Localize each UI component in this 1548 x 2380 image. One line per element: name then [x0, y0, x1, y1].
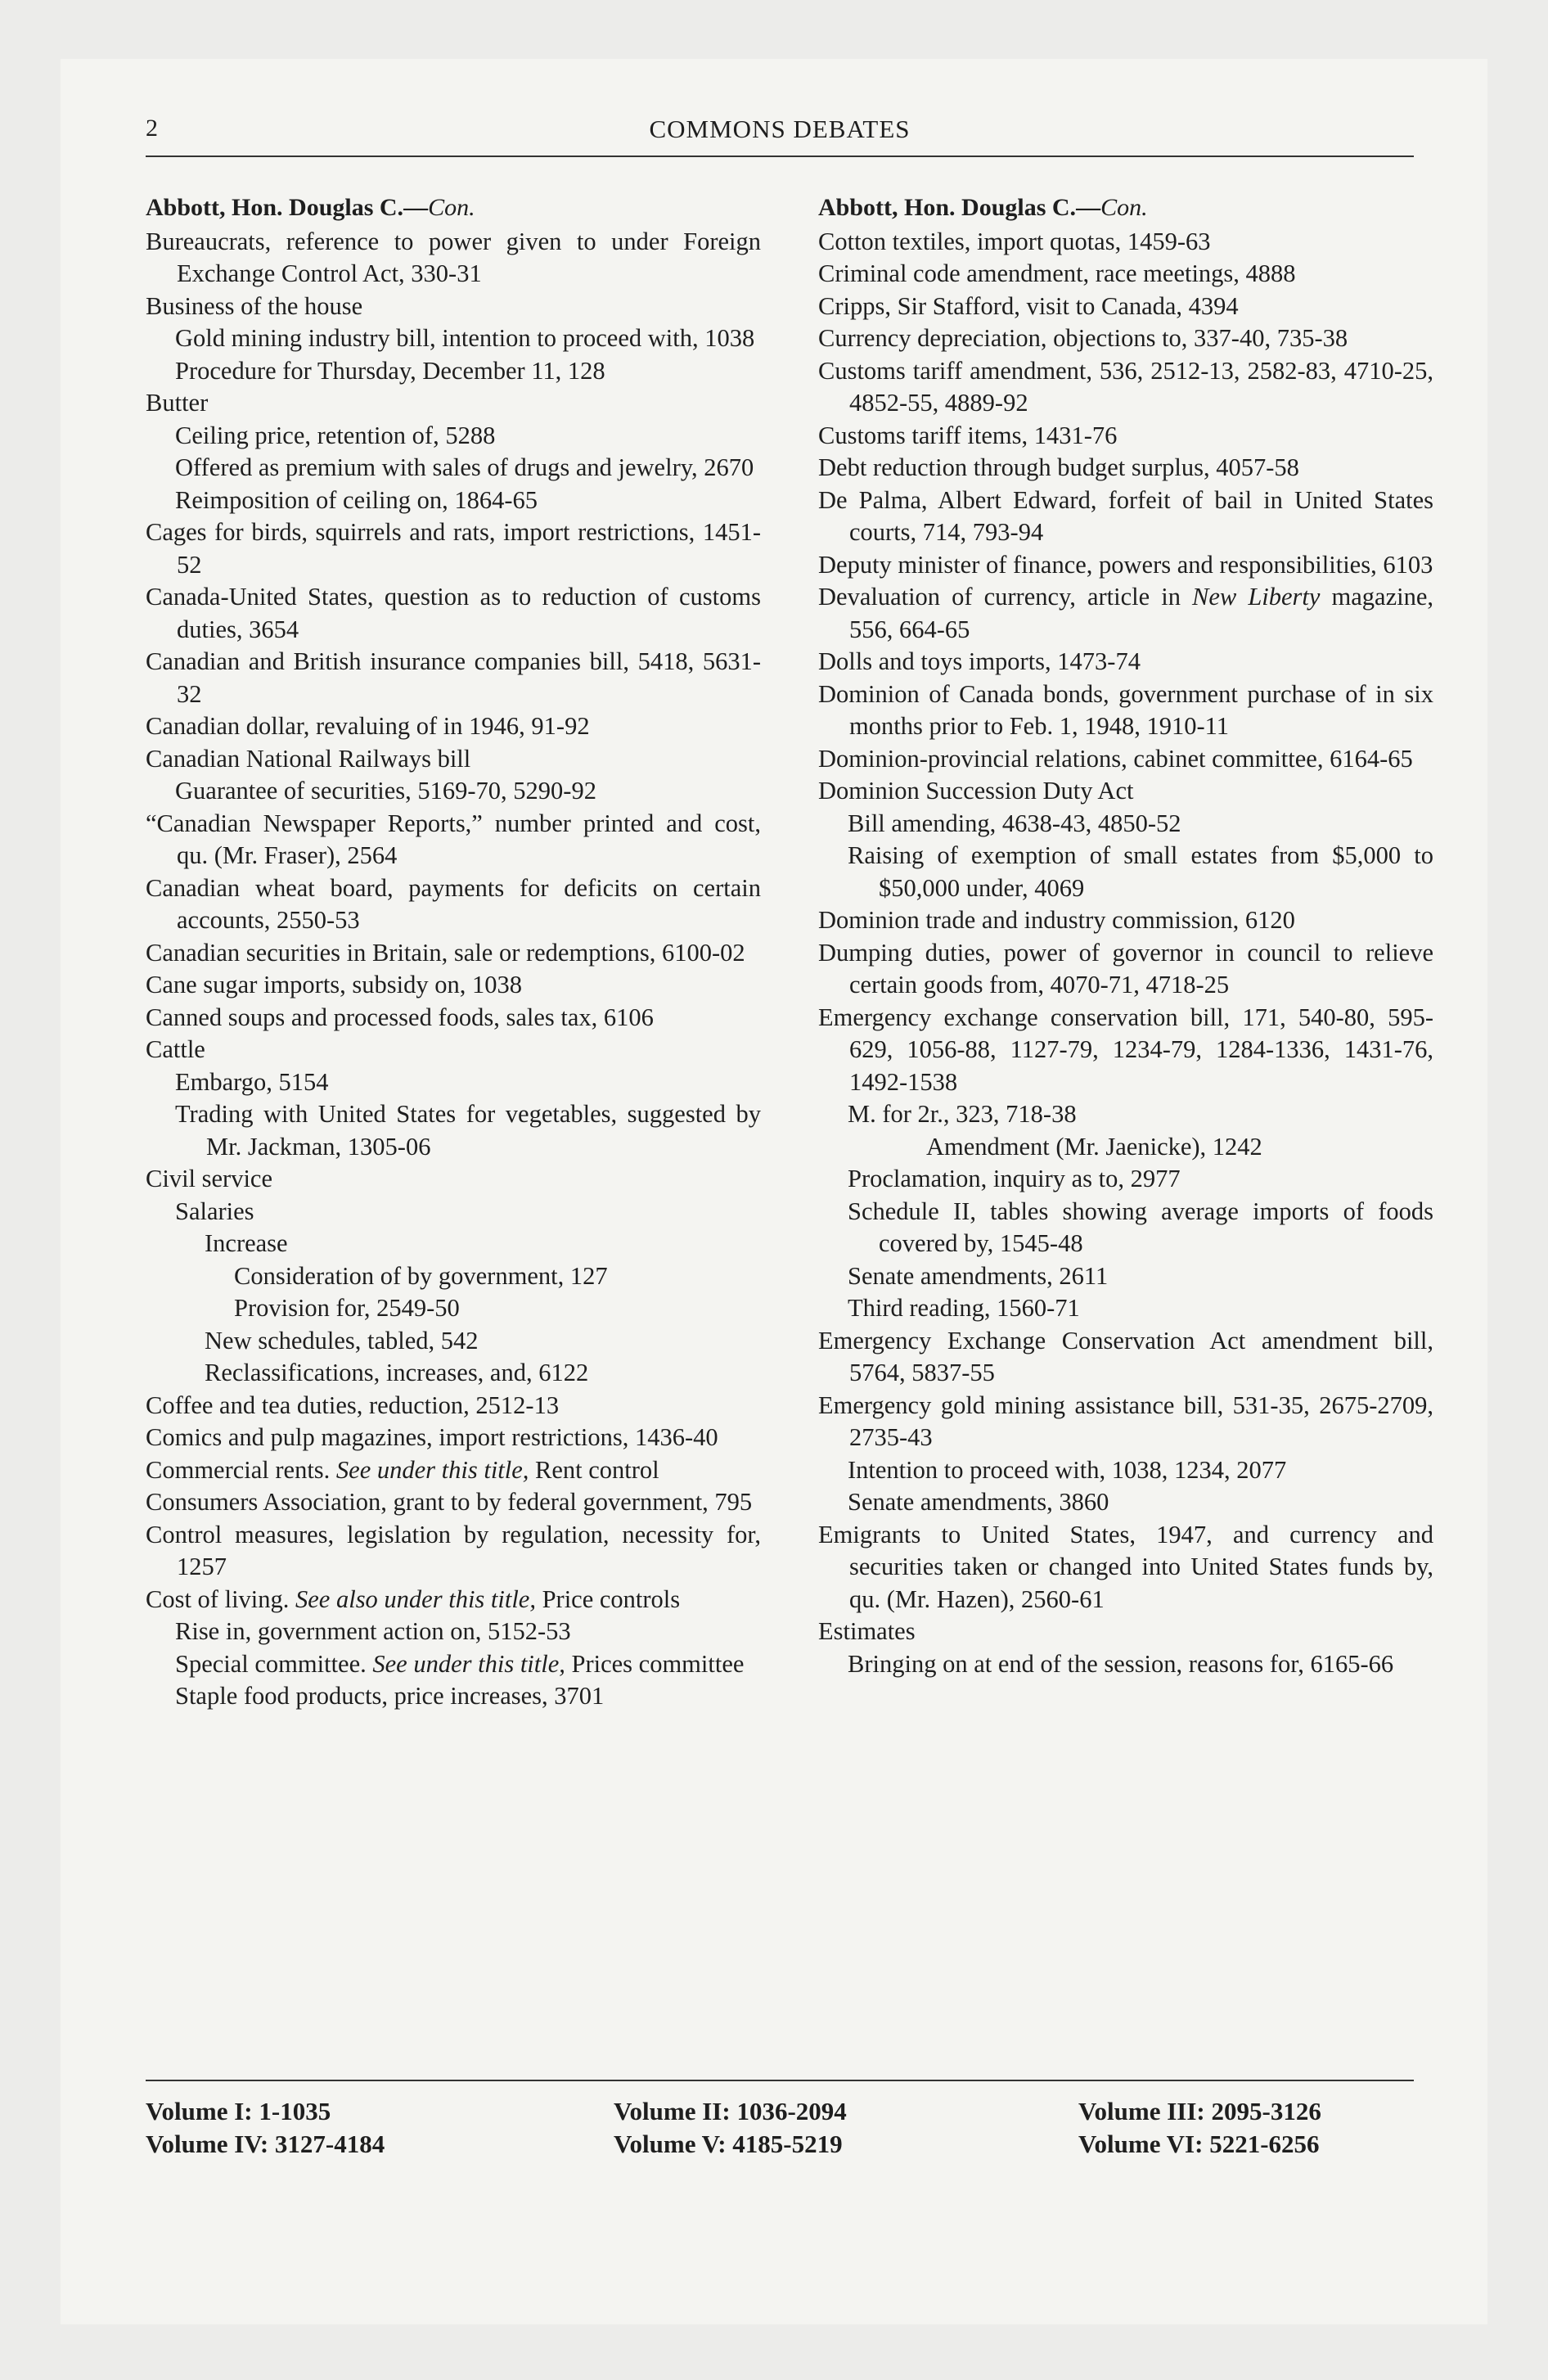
- entry-text: Schedule II, tables showing average imports of foods covered by, 1545-48: [848, 1197, 1433, 1257]
- volume-label: Volume II:: [614, 2097, 731, 2125]
- index-entry: [818, 1390, 1433, 1454]
- see-reference: See under this title,: [335, 1455, 529, 1484]
- index-entry: [146, 291, 761, 323]
- heading-name: Abbott, Hon. Douglas C.: [818, 194, 1077, 221]
- entry-text: Dominion trade and industry commission, 6120: [818, 906, 1295, 934]
- entry-text: Reimposition of ceiling on, 1864-65: [175, 485, 538, 514]
- entry-text: Dominion Succession Duty Act: [818, 777, 1134, 805]
- index-entry: [818, 355, 1433, 420]
- index-entry: [146, 1584, 761, 1616]
- see-reference: See also under this title,: [295, 1584, 536, 1613]
- entry-text: Cane sugar imports, subsidy on, 1038: [146, 971, 523, 998]
- entry-text: Canadian dollar, revaluing of in 1946, 91-92: [146, 712, 590, 740]
- entry-text: Bringing on at end of the session, reasons for, 6165-66: [848, 1649, 1394, 1678]
- entry-text: Offered as premium with sales of drugs and jewelry, 2670: [175, 453, 754, 481]
- entry-text: Procedure for Thursday, December 11, 128: [175, 356, 605, 385]
- volume-range-4: [146, 2128, 385, 2161]
- index-entry: [818, 1454, 1433, 1487]
- entry-text: Business of the house: [146, 291, 363, 320]
- index-entry: [146, 516, 761, 581]
- index-entry: [146, 937, 761, 970]
- index-entry: [818, 1163, 1433, 1196]
- heading-name: Abbott, Hon. Douglas C.: [146, 194, 404, 221]
- index-entry: [146, 1486, 761, 1519]
- entry-text: Customs tariff amendment, 536, 2512-13, 2582-83, 4710-25, 4852-55, 4889-92: [818, 356, 1433, 417]
- entry-text: Canadian securities in Britain, sale or redemptions, 6100-02: [146, 938, 745, 967]
- entry-text: Bureaucrats, reference to power given to under Foreign Exchange Control Act, 330-31: [146, 227, 761, 287]
- index-entry: [818, 937, 1433, 1002]
- entry-text: Rise in, government action on, 5152-53: [175, 1617, 571, 1645]
- index-entry: [818, 485, 1433, 549]
- entry-text: Cripps, Sir Stafford, visit to Canada, 4394: [818, 291, 1239, 320]
- volume-label: Volume V:: [614, 2130, 727, 2158]
- entry-text: Cages for birds, squirrels and rats, import restrictions, 1451-52: [146, 518, 761, 579]
- entry-text: Customs tariff items, 1431-76: [818, 421, 1118, 449]
- volume-range-5: [614, 2128, 843, 2161]
- index-entry: [146, 1357, 761, 1390]
- running-header: [146, 115, 1414, 157]
- index-entry: [818, 1131, 1433, 1164]
- see-target: Prices committee: [571, 1649, 745, 1678]
- entry-text: Estimates: [818, 1617, 916, 1645]
- entry-text: M. for 2r., 323, 718-38: [848, 1100, 1077, 1128]
- index-entry: [818, 1196, 1433, 1260]
- index-entry: [146, 1422, 761, 1454]
- index-entry: [146, 969, 761, 1002]
- index-entry: [146, 1454, 761, 1487]
- index-entry: [146, 485, 761, 517]
- entry-text: Emergency exchange conservation bill, 171, 540-80, 595-629, 1056-88, 1127-79, 1234-79, 1284-1336, 1431-76, 1492-1538: [818, 1003, 1433, 1096]
- index-entry: [818, 452, 1433, 485]
- volume-label: Volume IV:: [146, 2130, 269, 2158]
- index-entry: [818, 258, 1433, 291]
- entry-text: Dumping duties, power of governor in council to relieve certain goods from, 4070-71, 4718-25: [818, 938, 1433, 998]
- entry-text: Amendment (Mr. Jaenicke), 1242: [926, 1132, 1262, 1161]
- entry-text: Cotton textiles, import quotas, 1459-63: [818, 227, 1211, 255]
- index-entry: [146, 322, 761, 355]
- index-entry: [818, 904, 1433, 937]
- entry-text: Ceiling price, retention of, 5288: [175, 421, 496, 449]
- volume-range-2: [614, 2095, 847, 2128]
- index-entry: [818, 1486, 1433, 1519]
- entry-text: Debt reduction through budget surplus, 4057-58: [818, 453, 1299, 481]
- index-entry: [818, 420, 1433, 453]
- index-entry: [146, 646, 761, 710]
- entry-text: Canadian wheat board, payments for deficits on certain accounts, 2550-53: [146, 873, 761, 934]
- footer-rule: [146, 2080, 1414, 2081]
- see-target: Rent control: [535, 1455, 659, 1484]
- entry-text-cont: magazine, 556, 664-65: [849, 583, 1434, 643]
- volume-label: Volume III:: [1078, 2097, 1205, 2125]
- index-entry: [146, 1390, 761, 1422]
- entry-text: Butter: [146, 389, 209, 417]
- entry-text: De Palma, Albert Edward, forfeit of bail in United States courts, 714, 793-94: [818, 485, 1433, 546]
- index-entry: [818, 291, 1433, 323]
- index-entry: [818, 808, 1433, 841]
- volume-range-3: [1078, 2095, 1321, 2128]
- volume-pages: 1036-2094: [736, 2097, 847, 2125]
- entry-text: Coffee and tea duties, reduction, 2512-13: [146, 1391, 560, 1419]
- see-reference: See under this title,: [372, 1649, 565, 1678]
- index-entry: [146, 1002, 761, 1034]
- volume-pages: 3127-4184: [274, 2130, 385, 2158]
- entry-text: Special committee.: [175, 1649, 367, 1678]
- index-entry: [146, 775, 761, 808]
- entry-text: Dominion of Canada bonds, government purchase of in six months prior to Feb. 1, 1948, 1910-11: [818, 679, 1433, 740]
- volume-pages: 1-1035: [259, 2097, 331, 2125]
- entry-text: “Canadian Newspaper Reports,” number printed and cost, qu. (Mr. Fraser), 2564: [146, 809, 761, 869]
- index-entry: [146, 1098, 761, 1163]
- right-entry-list: [818, 226, 1433, 1681]
- index-entry: [818, 322, 1433, 355]
- index-entry: [146, 1616, 761, 1648]
- index-entry: [146, 1228, 761, 1260]
- entry-text: Consumers Association, grant to by federal government, 795: [146, 1488, 753, 1516]
- index-entry: [818, 743, 1433, 776]
- index-entry: [818, 1325, 1433, 1390]
- entry-text: Senate amendments, 3860: [848, 1488, 1109, 1516]
- index-entry: [146, 1519, 761, 1584]
- index-entry: [818, 1616, 1433, 1648]
- index-entry: [818, 549, 1433, 582]
- entry-text: Canadian and British insurance companies bill, 5418, 5631-32: [146, 647, 761, 708]
- page-number: 2: [146, 115, 158, 142]
- index-entry: [818, 840, 1433, 904]
- entry-text: Intention to proceed with, 1038, 1234, 2077: [848, 1455, 1287, 1484]
- entry-text: Guarantee of securities, 5169-70, 5290-92: [175, 777, 596, 805]
- index-entry: [146, 1163, 761, 1196]
- right-column-heading: Abbott, Hon. Douglas C.—Con.: [818, 194, 1148, 221]
- entry-text: Emergency gold mining assistance bill, 531-35, 2675-2709, 2735-43: [818, 1391, 1433, 1451]
- index-entry: [818, 646, 1433, 678]
- right-column: [818, 192, 1433, 1680]
- index-entry: [146, 355, 761, 388]
- entry-text: Comics and pulp magazines, import restrictions, 1436-40: [146, 1423, 718, 1451]
- index-entry: [146, 1196, 761, 1228]
- heading-continued: Con.: [1100, 194, 1148, 221]
- index-entry: [146, 420, 761, 453]
- index-entry: [818, 678, 1433, 743]
- index-entry: [818, 1292, 1433, 1325]
- volume-pages: 5221-6256: [1209, 2130, 1320, 2158]
- entry-text: Control measures, legislation by regulation, necessity for, 1257: [146, 1520, 761, 1580]
- heading-continued: Con.: [428, 194, 475, 221]
- entry-text: Senate amendments, 2611: [848, 1261, 1109, 1290]
- volume-label: Volume VI:: [1078, 2130, 1204, 2158]
- index-entry: [818, 1002, 1433, 1099]
- left-column-heading: Abbott, Hon. Douglas C.—Con.: [146, 194, 475, 221]
- index-entry: [818, 226, 1433, 259]
- index-entry: [818, 775, 1433, 808]
- entry-text: Staple food products, price increases, 3701: [175, 1682, 605, 1710]
- entry-text: Currency depreciation, objections to, 337-40, 735-38: [818, 324, 1348, 352]
- volume-range-6: [1078, 2128, 1320, 2161]
- entry-text: Reclassifications, increases, and, 6122: [205, 1359, 589, 1386]
- left-entry-list: [146, 226, 761, 1713]
- entry-text: Salaries: [175, 1197, 254, 1225]
- publication-title: New Liberty: [1192, 583, 1321, 611]
- entry-text: Third reading, 1560-71: [848, 1294, 1080, 1322]
- entry-text: Trading with United States for vegetables, suggested by Mr. Jackman, 1305-06: [175, 1100, 761, 1161]
- volume-label: Volume I:: [146, 2097, 253, 2125]
- entry-text: New schedules, tabled, 542: [205, 1326, 479, 1355]
- volume-pages: 4185-5219: [732, 2130, 843, 2158]
- volume-pages: 2095-3126: [1211, 2097, 1321, 2125]
- volume-range-1: [146, 2095, 331, 2128]
- entry-text: Provision for, 2549-50: [234, 1294, 460, 1322]
- entry-text: Proclamation, inquiry as to, 2977: [848, 1165, 1181, 1192]
- index-entry: [146, 1260, 761, 1293]
- index-entry: [146, 710, 761, 743]
- index-entry: [818, 1519, 1433, 1616]
- entry-text: Emigrants to United States, 1947, and currency and securities taken or changed into United States funds by, qu. (Mr. Hazen), 2560-61: [818, 1520, 1433, 1613]
- index-entry: [146, 226, 761, 291]
- entry-text: Deputy minister of finance, powers and responsibilities, 6103: [818, 550, 1433, 579]
- entry-text: Cattle: [146, 1035, 205, 1063]
- index-entry: [146, 1066, 761, 1099]
- index-entry: [146, 452, 761, 485]
- entry-text: Increase: [205, 1229, 288, 1257]
- index-entry: [146, 387, 761, 420]
- entry-text: Criminal code amendment, race meetings, 4888: [818, 259, 1296, 287]
- entry-text: Dolls and toys imports, 1473-74: [818, 647, 1141, 675]
- entry-text: Canadian National Railways bill: [146, 744, 471, 773]
- entry-text: Bill amending, 4638-43, 4850-52: [848, 809, 1181, 837]
- index-entry: [146, 1680, 761, 1713]
- left-column: [146, 192, 761, 1713]
- index-entry: [818, 1260, 1433, 1293]
- entry-text: Canada-United States, question as to reduction of customs duties, 3654: [146, 583, 761, 643]
- index-entry: [818, 1098, 1433, 1131]
- index-entry: [146, 743, 761, 776]
- entry-text: Gold mining industry bill, intention to proceed with, 1038: [175, 324, 755, 352]
- entry-text: Embargo, 5154: [175, 1067, 329, 1096]
- index-entry: [146, 1325, 761, 1358]
- index-entry: [146, 808, 761, 872]
- index-entry: [146, 872, 761, 937]
- entry-text: Cost of living.: [146, 1584, 290, 1613]
- entry-text: Canned soups and processed foods, sales tax, 6106: [146, 1003, 654, 1031]
- entry-text: Dominion-provincial relations, cabinet committee, 6164-65: [818, 744, 1413, 773]
- index-entry: [146, 1034, 761, 1066]
- entry-text: Consideration of by government, 127: [234, 1261, 608, 1290]
- entry-text: Devaluation of currency, article in: [818, 583, 1181, 611]
- index-entry: [146, 1292, 761, 1325]
- index-entry: [146, 1648, 761, 1681]
- entry-text: Emergency Exchange Conservation Act amendment bill, 5764, 5837-55: [818, 1326, 1433, 1386]
- index-entry: [818, 1648, 1433, 1681]
- index-entry: [146, 581, 761, 646]
- entry-text: Commercial rents.: [146, 1455, 331, 1484]
- running-title: COMMONS DEBATES: [649, 115, 911, 143]
- index-entry: [818, 581, 1433, 646]
- entry-text: Raising of exemption of small estates from $5,000 to $50,000 under, 4069: [848, 841, 1433, 902]
- see-target: Price controls: [542, 1584, 681, 1613]
- entry-text: Civil service: [146, 1165, 273, 1192]
